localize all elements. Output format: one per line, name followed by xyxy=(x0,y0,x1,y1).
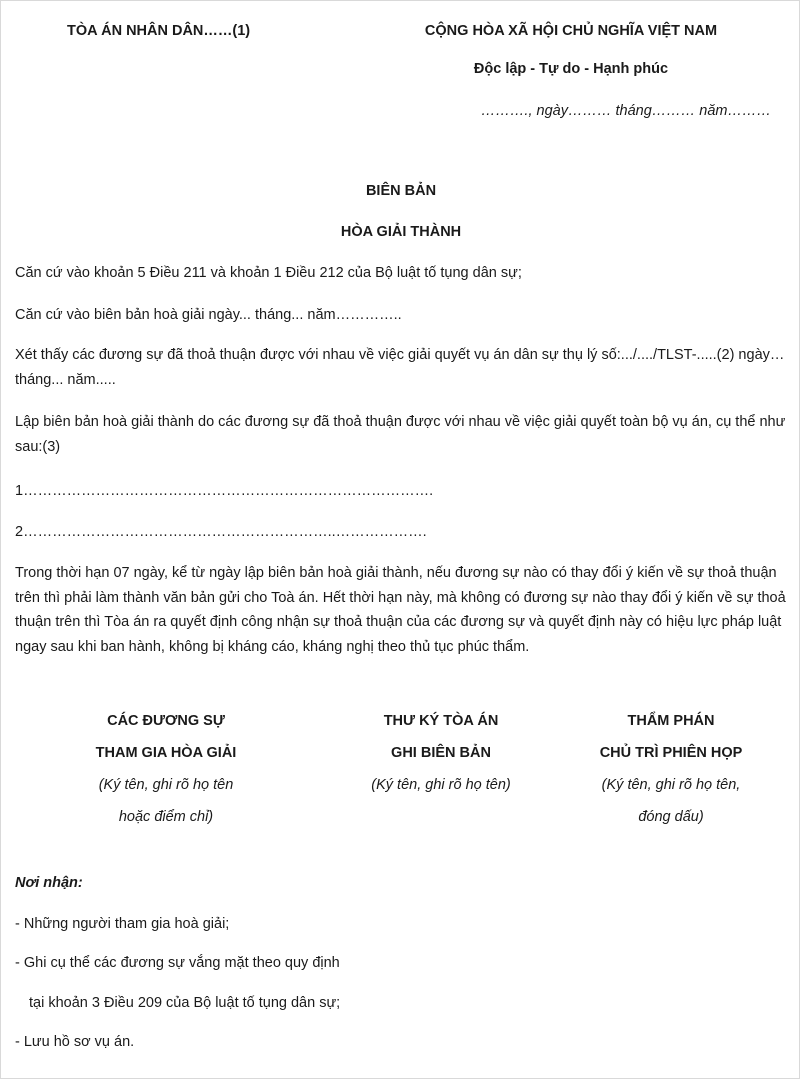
signature-clerk xyxy=(321,711,561,807)
parties-title-line2: THAM GIA HÒA GIẢI xyxy=(95,745,237,761)
date-line: ………., ngày……… tháng……… năm……… xyxy=(480,103,771,119)
clerk-note-line1: (Ký tên, ghi rõ họ tên) xyxy=(371,777,511,793)
court-name: TÒA ÁN NHÂN DÂN……(1) xyxy=(67,23,251,39)
agreement-item-2: 2………………………………………………………..………………. xyxy=(15,524,427,540)
establish-paragraph: Lập biên bản hoà giải thành do các đương sự đã thoả thuận được với nhau về việc giải quyết toàn bộ vụ án, cụ thể như sau:(3) xyxy=(15,414,786,455)
national-motto: Độc lập - Tự do - Hạnh phúc xyxy=(473,61,669,77)
parties-note-line1: (Ký tên, ghi rõ họ tên xyxy=(98,777,234,793)
judge-title-line1: THẨM PHÁN xyxy=(627,713,715,729)
document-title: BIÊN BẢN xyxy=(365,183,437,199)
judge-note-line1: (Ký tên, ghi rõ họ tên, xyxy=(601,777,741,793)
basis-paragraph-2: Căn cứ vào biên bản hoà giải ngày... tháng... năm………….. xyxy=(15,307,402,323)
consider-paragraph: Xét thấy các đương sự đã thoả thuận được với nhau về việc giải quyết vụ án dân sự thụ lý số:.../..../TLST-.....(2) ngày…tháng... năm..... xyxy=(15,347,785,388)
clerk-title-line1: THƯ KÝ TÒA ÁN xyxy=(383,713,499,729)
judge-note-line2: đóng dấu) xyxy=(638,809,704,825)
judge-title-line2: CHỦ TRÌ PHIÊN HỌP xyxy=(599,745,743,761)
recipient-item-1: - Những người tham gia hoà giải; xyxy=(15,916,230,932)
recipients-heading: Nơi nhận: xyxy=(15,875,83,891)
deadline-paragraph: Trong thời hạn 07 ngày, kể từ ngày lập biên bản hoà giải thành, nếu đương sự nào có thay đổi ý kiến về sự thoả thuận trên thì phải làm thành văn bản gửi cho Toà án. Hết thời hạn này, mà không có đương sự nào thay đổi ý kiến về sự thoả thuận trên thì Tòa án ra quyết định công nhận sự thoả thuận của các đương sự và quyết định này có hiệu lực pháp luật ngay sau khi ban hành, không bị kháng cáo, kháng nghị theo thủ tục phúc thẩm. xyxy=(15,565,786,655)
clerk-title-line2: GHI BIÊN BẢN xyxy=(391,745,491,761)
republic-title: CỘNG HÒA XÃ HỘI CHỦ NGHĨA VIỆT NAM xyxy=(424,23,718,39)
recipient-item-2-cont: tại khoản 3 Điều 209 của Bộ luật tố tụng dân sự; xyxy=(29,995,341,1011)
recipient-item-3: - Lưu hồ sơ vụ án. xyxy=(15,1034,135,1050)
document-subtitle: HÒA GIẢI THÀNH xyxy=(340,224,462,240)
parties-title-line1: CÁC ĐƯƠNG SỰ xyxy=(107,713,225,729)
agreement-item-1: 1…………………………………………………………………………. xyxy=(15,483,434,499)
parties-note-line2: hoặc điểm chỉ) xyxy=(118,809,214,825)
recipient-item-2: - Ghi cụ thể các đương sự vắng mặt theo quy định xyxy=(15,955,340,971)
signature-judge xyxy=(551,711,791,839)
signature-parties xyxy=(46,711,286,839)
basis-paragraph-1: Căn cứ vào khoản 5 Điều 211 và khoản 1 Điều 212 của Bộ luật tố tụng dân sự; xyxy=(15,265,522,281)
